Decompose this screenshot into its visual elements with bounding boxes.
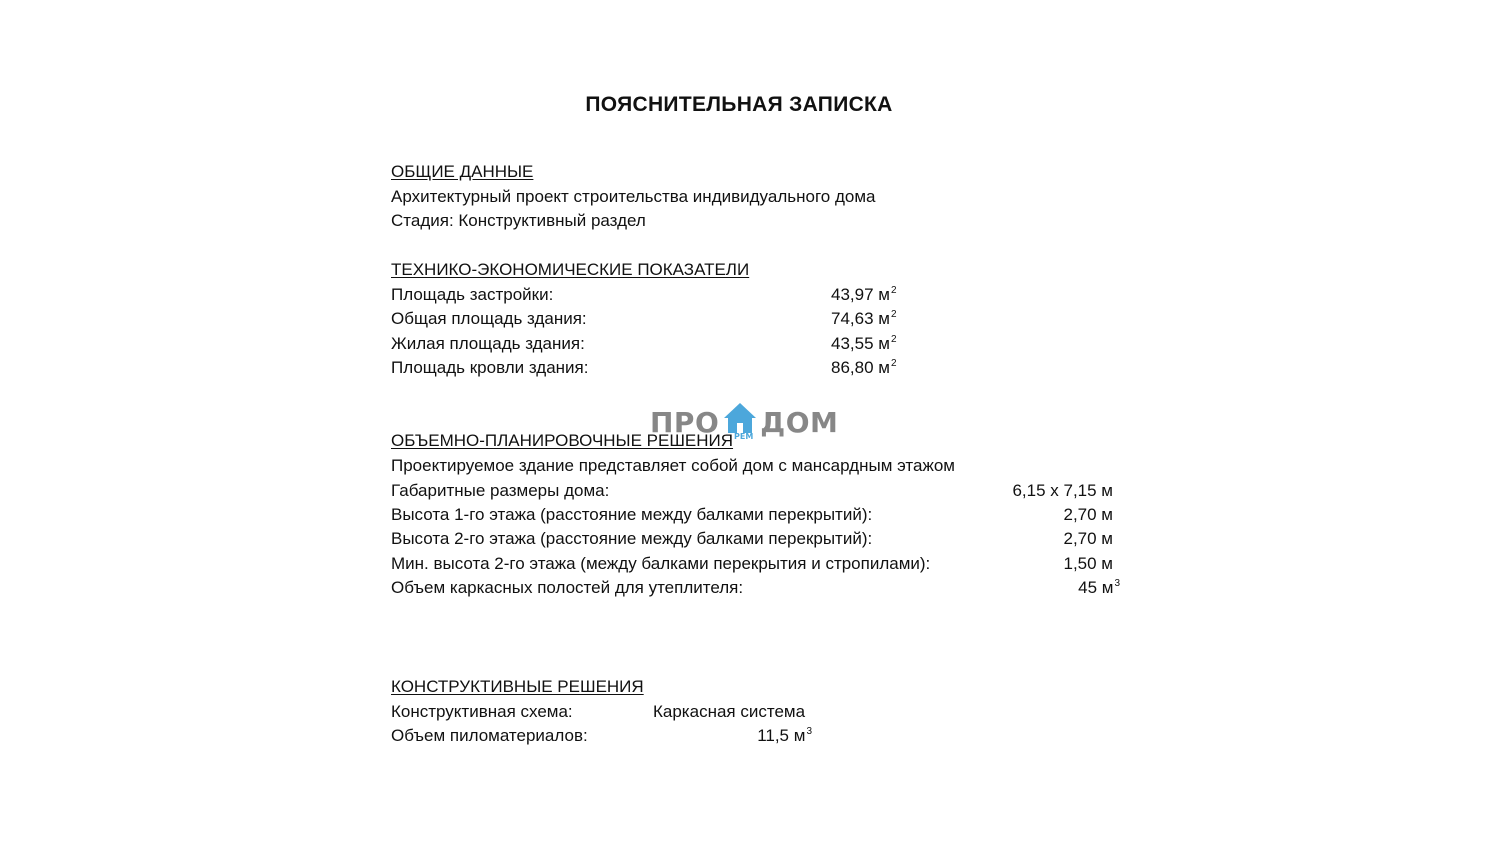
general-line-stage: Стадия: Конструктивный раздел — [391, 211, 646, 230]
tech-row-label: Общая площадь здания: — [391, 309, 587, 328]
planning-intro: Проектируемое здание представляет собой дом с мансардным этажом — [391, 456, 955, 475]
structural-row-value: Каркасная система — [653, 702, 806, 721]
planning-row-label: Высота 1-го этажа (расстояние между балками перекрытий): — [391, 505, 873, 524]
planning-row-value: 45 $м^3$ — [1078, 578, 1120, 597]
section-heading-general: ОБЩИЕ ДАННЫЕ — [391, 162, 534, 181]
planning-row-label: Объем каркасных полостей для утеплителя: — [391, 578, 744, 597]
planning-row-label: Высота 2-го этажа (расстояние между балками перекрытий): — [391, 529, 873, 548]
tech-row-label: Площадь кровли здания: — [391, 358, 589, 377]
planning-row-value: 2,70 м — [1063, 529, 1113, 548]
planning-row-value: 2,70 м — [1063, 505, 1113, 524]
tech-row-value: 43,55 $м^2$ — [831, 334, 897, 353]
planning-row-label: Габаритные размеры дома: — [391, 481, 610, 500]
general-line-project: Архитектурный проект строительства индивидуального дома — [391, 187, 876, 206]
structural-row-label: Объем пиломатериалов: — [391, 726, 588, 745]
section-heading-planning: ОБЪЕМНО-ПЛАНИРОВОЧНЫЕ РЕШЕНИЯ — [391, 431, 734, 450]
planning-row-value: 1,50 м — [1063, 554, 1113, 573]
tech-row-value: 86,80 $м^2$ — [831, 358, 897, 377]
section-heading-structural: КОНСТРУКТИВНЫЕ РЕШЕНИЯ — [391, 677, 644, 696]
tech-row-value: 74,63 $м^2$ — [831, 309, 897, 328]
watermark-text-right: ДОМ — [760, 405, 839, 439]
watermark-small-text: РЕМ — [734, 432, 754, 441]
planning-row-value: 6,15 х 7,15 м — [1012, 481, 1113, 500]
structural-row-label: Конструктивная схема: — [391, 702, 573, 721]
watermark-text-left: ПРО — [650, 405, 720, 439]
planning-row-label: Мин. высота 2-го этажа (между балками перекрытия и стропилами): — [391, 554, 931, 573]
section-heading-tech: ТЕХНИКО-ЭКОНОМИЧЕСКИЕ ПОКАЗАТЕЛИ — [391, 260, 750, 279]
tech-row-label: Жилая площадь здания: — [391, 334, 585, 353]
tech-row-value: 43,97 $м^2$ — [831, 285, 897, 304]
structural-row-value: 11,5 $м^3$ — [757, 726, 812, 745]
tech-row-label: Площадь застройки: — [391, 285, 554, 304]
page-title: ПОЯСНИТЕЛЬНАЯ ЗАПИСКА — [585, 93, 893, 116]
